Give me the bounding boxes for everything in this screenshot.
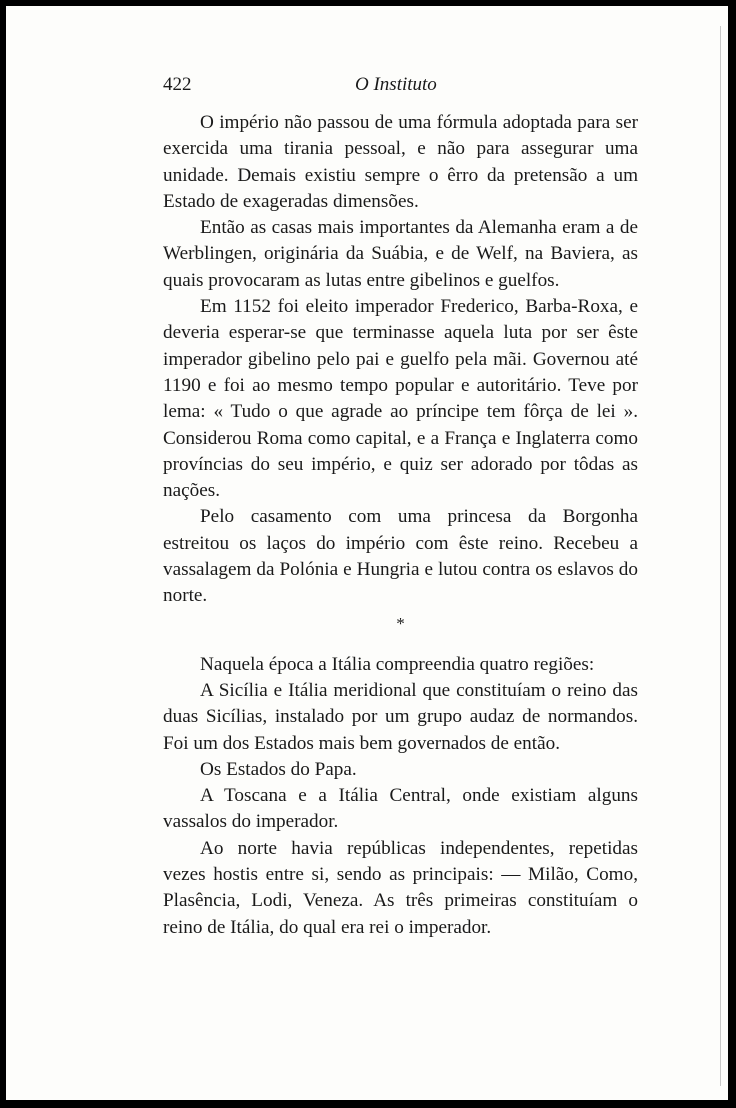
page-edge-shadow	[720, 26, 721, 1086]
body-text	[163, 110, 638, 941]
paragraph: Os Estados do Papa.	[200, 758, 357, 780]
paragraph: A Sicília e Itália meridional que constituíam o reino das duas Sicílias, instalado por um grupo audaz de normandos. Foi um dos Estados mais bem governados de então.	[163, 679, 638, 754]
section-separator: *	[396, 613, 405, 633]
page-number: 422	[163, 74, 192, 95]
running-title: O Instituto	[355, 74, 437, 95]
running-head	[163, 74, 638, 100]
paragraph: Em 1152 foi eleito imperador Frederico, Barba-Roxa, e deveria esperar-se que terminasse aquela luta por ser êste imperador gibelino pelo pai e guelfo pela mãi. Governou até 1190 e foi ao mesmo tempo popular e autoritário. Teve por lema: « Tudo o que agrade ao príncipe tem fôrça de lei ». Considerou Roma como capital, e a França e Inglaterra como províncias do seu império, e quiz ser adorado por tôdas as nações.	[163, 296, 638, 502]
paragraph: Pelo casamento com uma princesa da Borgonha estreitou os laços do império com êste reino. Recebeu a vassalagem da Polónia e Hungria e lutou contra os eslavos do norte.	[163, 506, 638, 607]
paragraph: Ao norte havia repúblicas independentes, repetidas vezes hostis entre si, sendo as principais: — Milão, Como, Plasência, Lodi, Veneza. As três primeiras constituíam o reino de Itália, do qual era rei o imperador.	[163, 837, 638, 938]
paragraph: Então as casas mais importantes da Alemanha eram a de Werblingen, originária da Suábia, e de Welf, na Baviera, as quais provocaram as lutas entre gibelinos e guelfos.	[163, 217, 638, 291]
paragraph: O império não passou de uma fórmula adoptada para ser exercida uma tirania pessoal, e não para assegurar uma unidade. Demais existiu sempre o êrro da pretensão a um Estado de exageradas dimensões.	[163, 112, 638, 212]
paragraph: Naquela época a Itália compreendia quatro regiões:	[200, 653, 595, 675]
paragraph: A Toscana e a Itália Central, onde existiam alguns vassalos do imperador.	[163, 785, 638, 833]
